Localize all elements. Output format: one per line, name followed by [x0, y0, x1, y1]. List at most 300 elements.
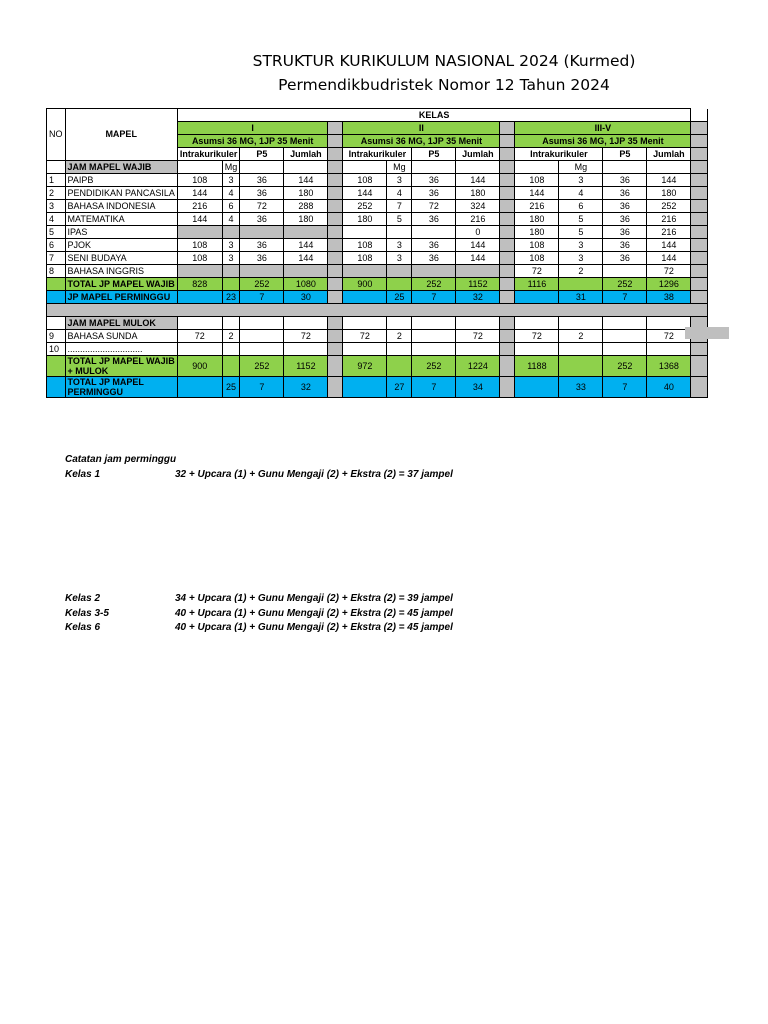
row-no: 10	[47, 343, 66, 356]
value-intra	[177, 343, 222, 356]
value-jumlah: 32	[284, 377, 328, 398]
row-no: 9	[47, 330, 66, 343]
value-mg	[222, 356, 240, 377]
value-p5	[240, 265, 284, 278]
gap-cell	[328, 148, 343, 161]
value-intra	[177, 377, 222, 398]
no-cell	[47, 278, 66, 291]
value-jumlah: 252	[647, 200, 691, 213]
value-mg: 4	[222, 187, 240, 200]
blank	[647, 161, 691, 174]
value-jumlah: 1152	[284, 356, 328, 377]
value-jumlah: 1368	[647, 356, 691, 377]
value-p5: 72	[412, 200, 456, 213]
row-no: 3	[47, 200, 66, 213]
blank	[387, 317, 412, 330]
gap-cell	[500, 356, 515, 377]
value-intra	[177, 265, 222, 278]
gap-cell	[328, 213, 343, 226]
gap-cell	[500, 291, 515, 304]
value-mg: 4	[222, 213, 240, 226]
gap-cell	[328, 135, 343, 148]
section-wajib-row	[47, 161, 708, 174]
value-mg: 25	[387, 291, 412, 304]
value-jumlah	[456, 265, 500, 278]
gap-cell	[500, 161, 515, 174]
value-mg: 5	[387, 213, 412, 226]
row-mapel: SENI BUDAYA	[65, 252, 177, 265]
row-mapel: PJOK	[65, 239, 177, 252]
no-cell	[47, 161, 66, 174]
total-wajib-row	[47, 278, 708, 291]
no-cell	[47, 291, 66, 304]
value-jumlah	[284, 226, 328, 239]
value-mg	[387, 356, 412, 377]
header-blank	[691, 109, 708, 122]
gap-cell	[691, 122, 708, 135]
value-jumlah: 216	[456, 213, 500, 226]
value-intra: 108	[515, 174, 559, 187]
note-kelas: Kelas 1	[65, 469, 101, 480]
note-formula: 32 + Upcara (1) + Gunu Mengaji (2) + Ekstra (2) = 37 jampel	[175, 469, 453, 480]
value-p5: 36	[240, 252, 284, 265]
value-intra: 180	[515, 226, 559, 239]
gap-cell	[500, 226, 515, 239]
value-mg: 3	[387, 239, 412, 252]
row-no: 5	[47, 226, 66, 239]
gap-cell	[691, 174, 708, 187]
gap-cell	[691, 226, 708, 239]
value-jumlah: 1296	[647, 278, 691, 291]
row-no: 7	[47, 252, 66, 265]
gap-cell	[691, 252, 708, 265]
gap-cell	[691, 213, 708, 226]
table-row	[47, 200, 708, 213]
value-jumlah: 1224	[456, 356, 500, 377]
value-mg: 27	[387, 377, 412, 398]
value-mg: 33	[559, 377, 603, 398]
value-intra: 144	[177, 187, 222, 200]
table-row	[47, 265, 708, 278]
blank	[412, 317, 456, 330]
header-group-name: I	[177, 122, 328, 135]
value-mg: 7	[387, 200, 412, 213]
blank	[222, 317, 240, 330]
value-intra: 900	[343, 278, 387, 291]
value-mg	[387, 343, 412, 356]
value-p5: 252	[240, 278, 284, 291]
blank	[456, 317, 500, 330]
value-p5: 36	[603, 200, 647, 213]
gap-cell	[691, 343, 708, 356]
gap-cell	[500, 343, 515, 356]
gap-cell	[328, 343, 343, 356]
gap-cell	[328, 265, 343, 278]
value-p5: 36	[240, 213, 284, 226]
blank	[343, 161, 387, 174]
row-mapel: IPAS	[65, 226, 177, 239]
value-intra: 252	[343, 200, 387, 213]
row-no: 1	[47, 174, 66, 187]
separator-row	[47, 304, 708, 317]
value-p5: 36	[412, 174, 456, 187]
gap-cell	[500, 252, 515, 265]
value-p5: 252	[412, 356, 456, 377]
header-p5: P5	[603, 148, 647, 161]
value-p5: 36	[412, 252, 456, 265]
value-intra: 108	[177, 239, 222, 252]
value-mg: 2	[559, 265, 603, 278]
value-mg: 23	[222, 291, 240, 304]
value-p5: 252	[603, 356, 647, 377]
value-intra: 1188	[515, 356, 559, 377]
value-mg: 3	[222, 174, 240, 187]
gap-cell	[500, 122, 515, 135]
value-p5: 7	[240, 377, 284, 398]
value-intra	[343, 377, 387, 398]
value-intra: 180	[343, 213, 387, 226]
value-p5: 36	[240, 174, 284, 187]
value-intra	[177, 291, 222, 304]
page-subtitle: Permendikbudristek Nomor 12 Tahun 2024	[278, 76, 610, 94]
value-jumlah: 144	[456, 239, 500, 252]
header-intra: Intrakurikuler	[177, 148, 240, 161]
value-mg: 5	[559, 213, 603, 226]
value-jumlah: 324	[456, 200, 500, 213]
value-jumlah: 144	[647, 174, 691, 187]
value-intra: 180	[515, 213, 559, 226]
value-p5: 7	[240, 291, 284, 304]
section-mulok-row	[47, 317, 708, 330]
gap-cell	[691, 135, 708, 148]
value-jumlah: 180	[647, 187, 691, 200]
value-p5	[240, 330, 284, 343]
value-p5	[603, 265, 647, 278]
row-label: TOTAL JP MAPEL PERMINGGU	[65, 377, 177, 398]
value-jumlah	[456, 343, 500, 356]
table-row	[47, 252, 708, 265]
row-mapel: BAHASA INGGRIS	[65, 265, 177, 278]
value-p5	[412, 265, 456, 278]
value-p5: 7	[603, 377, 647, 398]
value-intra: 828	[177, 278, 222, 291]
blank	[515, 317, 559, 330]
value-p5: 36	[240, 187, 284, 200]
gap-cell	[500, 187, 515, 200]
value-p5: 36	[412, 187, 456, 200]
gap-cell	[500, 174, 515, 187]
value-intra	[343, 291, 387, 304]
value-mg: 3	[222, 252, 240, 265]
value-mg: 2	[559, 330, 603, 343]
value-jumlah: 144	[647, 239, 691, 252]
gap-cell	[328, 161, 343, 174]
gap-cell	[691, 148, 708, 161]
value-jumlah: 38	[647, 291, 691, 304]
value-jumlah: 34	[456, 377, 500, 398]
value-jumlah: 144	[284, 239, 328, 252]
row-mapel: MATEMATIKA	[65, 213, 177, 226]
value-intra	[343, 265, 387, 278]
blank	[240, 161, 284, 174]
row-label: TOTAL JP MAPEL WAJIB + MULOK	[65, 356, 177, 377]
value-mg: 6	[559, 200, 603, 213]
value-intra: 972	[343, 356, 387, 377]
gap-cell	[500, 330, 515, 343]
value-jumlah: 144	[456, 174, 500, 187]
table-row	[47, 213, 708, 226]
row-mapel: BAHASA SUNDA	[65, 330, 177, 343]
value-p5	[240, 343, 284, 356]
value-jumlah: 72	[647, 330, 691, 343]
blank	[515, 161, 559, 174]
note-formula: 34 + Upcara (1) + Gunu Mengaji (2) + Ekstra (2) = 39 jampel	[175, 593, 453, 604]
row-no: 8	[47, 265, 66, 278]
value-mg: 4	[387, 187, 412, 200]
value-mg	[387, 265, 412, 278]
blank	[177, 317, 222, 330]
value-p5: 36	[603, 187, 647, 200]
note-kelas: Kelas 2	[65, 593, 101, 604]
value-jumlah: 180	[456, 187, 500, 200]
table-row	[47, 239, 708, 252]
value-intra	[515, 343, 559, 356]
gap-cell	[500, 148, 515, 161]
value-mg: 2	[387, 330, 412, 343]
header-mapel: MAPEL	[65, 109, 177, 161]
value-mg	[559, 278, 603, 291]
value-intra: 108	[515, 239, 559, 252]
blank	[240, 317, 284, 330]
gap-cell	[328, 226, 343, 239]
gap-cell	[691, 187, 708, 200]
value-mg: 6	[222, 200, 240, 213]
no-cell	[47, 317, 66, 330]
value-intra: 108	[343, 252, 387, 265]
value-intra: 144	[515, 187, 559, 200]
value-intra: 216	[177, 200, 222, 213]
value-intra: 108	[177, 174, 222, 187]
value-jumlah: 180	[284, 213, 328, 226]
blank	[559, 317, 603, 330]
header-no: NO	[47, 109, 66, 161]
header-group-name: III-V	[515, 122, 691, 135]
header-asumsi: Asumsi 36 MG, 1JP 35 Menit	[177, 135, 328, 148]
gap-cell	[500, 135, 515, 148]
value-jumlah: 32	[456, 291, 500, 304]
gap-cell	[328, 200, 343, 213]
value-p5: 36	[603, 226, 647, 239]
note-formula: 40 + Upcara (1) + Gunu Mengaji (2) + Ekstra (2) = 45 jampel	[175, 608, 453, 619]
value-p5: 36	[603, 239, 647, 252]
total-minggu-row	[47, 377, 708, 398]
jp-minggu-row	[47, 291, 708, 304]
gap-cell	[328, 187, 343, 200]
row-mapel: PAIPB	[65, 174, 177, 187]
value-mg: 2	[222, 330, 240, 343]
row-label: TOTAL JP MAPEL WAJIB	[65, 278, 177, 291]
row-mapel: BAHASA INDONESIA	[65, 200, 177, 213]
value-p5: 72	[240, 200, 284, 213]
value-mg: 3	[222, 239, 240, 252]
value-jumlah: 40	[647, 377, 691, 398]
value-jumlah: 288	[284, 200, 328, 213]
gap-cell	[500, 317, 515, 330]
value-jumlah	[284, 343, 328, 356]
value-jumlah: 0	[456, 226, 500, 239]
blank	[284, 161, 328, 174]
header-intra: Intrakurikuler	[343, 148, 412, 161]
value-intra: 72	[343, 330, 387, 343]
blank	[456, 161, 500, 174]
gap-cell	[691, 239, 708, 252]
value-jumlah: 72	[647, 265, 691, 278]
notes-heading: Catatan jam perminggu	[65, 454, 177, 465]
gap-cell	[328, 356, 343, 377]
table-row	[47, 330, 708, 343]
row-no: 6	[47, 239, 66, 252]
value-jumlah: 1152	[456, 278, 500, 291]
header-jumlah: Jumlah	[456, 148, 500, 161]
header-row-kelas	[47, 109, 708, 122]
row-no: 4	[47, 213, 66, 226]
gap-cell	[691, 291, 708, 304]
value-mg	[387, 226, 412, 239]
row-no: 2	[47, 187, 66, 200]
row-label: JP MAPEL PERMINGGU	[65, 291, 177, 304]
note-kelas: Kelas 3-5	[65, 608, 109, 619]
value-p5: 252	[603, 278, 647, 291]
value-jumlah: 144	[647, 252, 691, 265]
gap-cell	[691, 200, 708, 213]
gap-cell	[691, 161, 708, 174]
gap-cell	[500, 200, 515, 213]
value-intra: 108	[515, 252, 559, 265]
value-intra: 108	[343, 239, 387, 252]
value-p5: 36	[412, 213, 456, 226]
value-mg: 3	[559, 174, 603, 187]
gap-cell	[328, 252, 343, 265]
value-p5	[240, 226, 284, 239]
blank	[177, 161, 222, 174]
value-p5	[412, 330, 456, 343]
total-mulok-row	[47, 356, 708, 377]
blank	[412, 161, 456, 174]
gap-cell	[500, 239, 515, 252]
page-title: STRUKTUR KURIKULUM NASIONAL 2024 (Kurmed)	[252, 52, 636, 70]
value-jumlah: 144	[284, 174, 328, 187]
value-mg	[222, 278, 240, 291]
table-row	[47, 187, 708, 200]
no-cell	[47, 356, 66, 377]
header-group-name: II	[343, 122, 500, 135]
value-intra: 72	[515, 330, 559, 343]
value-intra: 72	[515, 265, 559, 278]
header-asumsi: Asumsi 36 MG, 1JP 35 Menit	[515, 135, 691, 148]
value-intra	[343, 343, 387, 356]
table-row	[47, 174, 708, 187]
gap-cell	[328, 291, 343, 304]
value-mg: 3	[559, 239, 603, 252]
table-row	[47, 226, 708, 239]
header-asumsi: Asumsi 36 MG, 1JP 35 Menit	[343, 135, 500, 148]
gap-cell	[328, 278, 343, 291]
value-mg	[222, 265, 240, 278]
value-p5: 36	[603, 213, 647, 226]
header-jumlah: Jumlah	[647, 148, 691, 161]
note-line	[65, 593, 453, 604]
value-p5: 252	[412, 278, 456, 291]
curriculum-table	[46, 108, 708, 398]
note-kelas: Kelas 6	[65, 622, 101, 633]
gap-cell	[328, 174, 343, 187]
value-jumlah: 72	[456, 330, 500, 343]
header-intra: Intrakurikuler	[515, 148, 603, 161]
gap-cell	[328, 330, 343, 343]
value-mg	[559, 343, 603, 356]
gap-cell	[500, 278, 515, 291]
header-jumlah: Jumlah	[284, 148, 328, 161]
gap-cell	[691, 356, 708, 377]
note-line	[65, 608, 453, 619]
value-jumlah: 180	[284, 187, 328, 200]
value-p5	[603, 330, 647, 343]
note-formula: 40 + Upcara (1) + Gunu Mengaji (2) + Ekstra (2) = 45 jampel	[175, 622, 453, 633]
gap-cell	[500, 213, 515, 226]
value-intra: 900	[177, 356, 222, 377]
value-p5: 36	[603, 174, 647, 187]
blank	[603, 161, 647, 174]
value-mg	[222, 343, 240, 356]
value-jumlah: 30	[284, 291, 328, 304]
value-mg	[222, 226, 240, 239]
value-jumlah	[647, 343, 691, 356]
note-line	[65, 622, 453, 633]
value-p5: 7	[412, 291, 456, 304]
header-mg: Mg	[559, 161, 603, 174]
value-mg	[387, 278, 412, 291]
gap-cell	[328, 377, 343, 398]
value-p5: 36	[603, 252, 647, 265]
header-p5: P5	[240, 148, 284, 161]
value-intra: 108	[343, 174, 387, 187]
value-jumlah: 144	[284, 252, 328, 265]
section-wajib: JAM MAPEL WAJIB	[65, 161, 177, 174]
row-mapel: PENDIDIKAN PANCASILA	[65, 187, 177, 200]
value-p5	[412, 343, 456, 356]
value-intra	[343, 226, 387, 239]
value-mg: 31	[559, 291, 603, 304]
separator-cell	[47, 304, 708, 317]
gap-cell	[328, 317, 343, 330]
value-mg: 5	[559, 226, 603, 239]
gap-cell	[691, 265, 708, 278]
gap-cell	[500, 377, 515, 398]
header-mg: Mg	[387, 161, 412, 174]
value-intra: 1116	[515, 278, 559, 291]
value-mg: 3	[387, 252, 412, 265]
header-p5: P5	[412, 148, 456, 161]
value-mg: 4	[559, 187, 603, 200]
value-p5: 36	[412, 239, 456, 252]
blank	[603, 317, 647, 330]
blank	[343, 317, 387, 330]
value-intra: 144	[343, 187, 387, 200]
value-intra	[515, 377, 559, 398]
value-jumlah: 216	[647, 226, 691, 239]
gap-cell	[691, 377, 708, 398]
value-p5: 7	[603, 291, 647, 304]
